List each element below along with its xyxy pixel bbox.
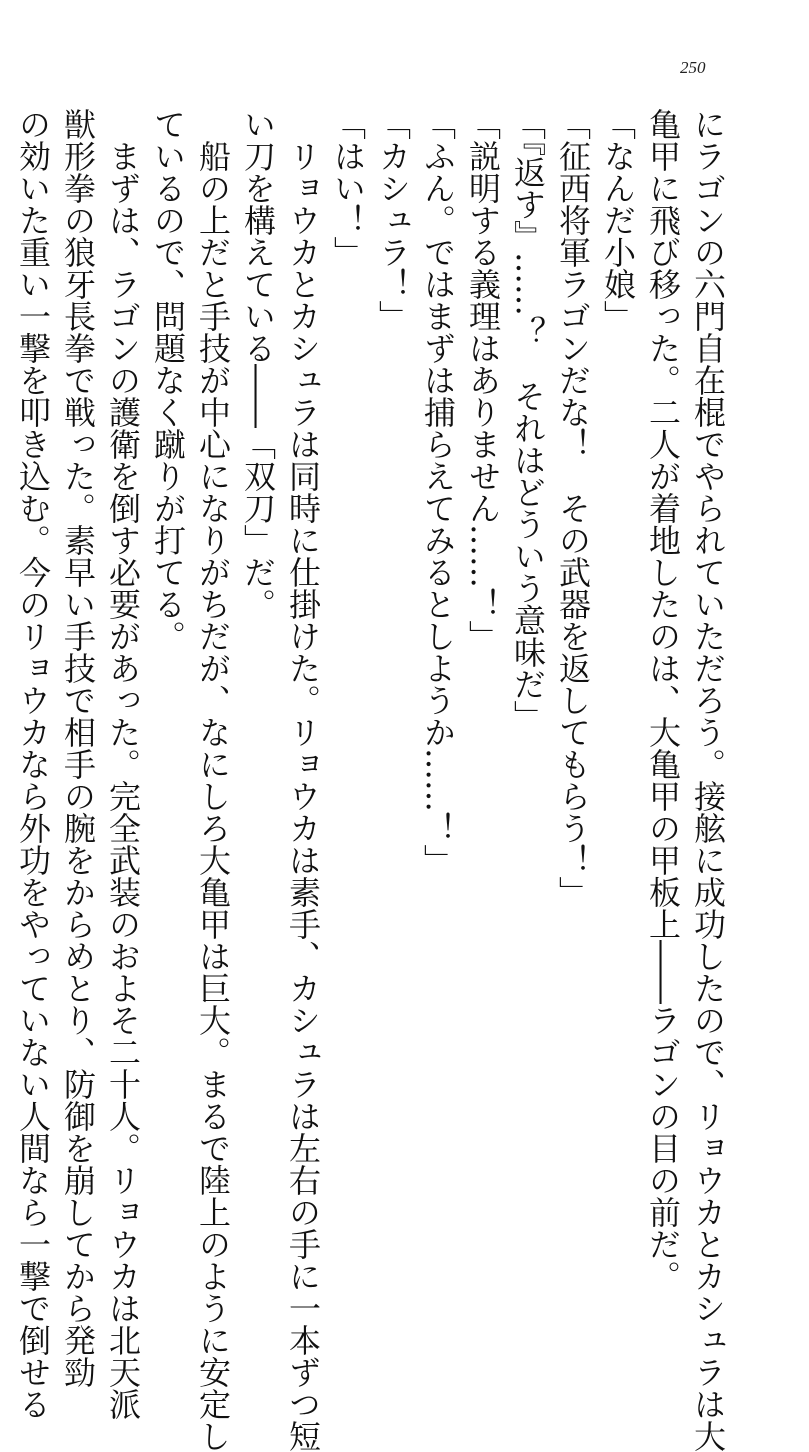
- text-line: 船の上だと手技が中心になりがちだが、なにしろ大亀甲は巨大。まるで陸上のように安定し: [194, 108, 232, 1452]
- text-line: ているので、問題なく蹴りが打てる。: [149, 108, 187, 652]
- text-line: 「なんだ小娘」: [599, 108, 637, 332]
- text-line: 「カシュラ！」: [374, 108, 412, 332]
- text-line: い刀を構えている――「双刀」だ。: [239, 108, 277, 620]
- text-line: の効いた重い一撃を叩き込む。今のリョウカなら外功をやっていない人間なら一撃で倒せる: [14, 108, 52, 1420]
- text-line: 亀甲に飛び移った。二人が着地したのは、大亀甲の甲板上――ラゴンの目の前だ。: [644, 108, 682, 1292]
- body-text: [14, 108, 730, 1452]
- text-line: 「はい！」: [329, 108, 367, 268]
- text-line: まずは、ラゴンの護衛を倒す必要があった。完全武装のおよそ二十人。リョウカは北天派: [104, 108, 142, 1420]
- text-line: にラゴンの六門自在棍でやられていただろう。接舷に成功したので、リョウカとカシュラは大: [689, 108, 727, 1452]
- text-line: 「『返す』……？ それはどういう意味だ」: [509, 108, 547, 732]
- page-number: 250: [680, 58, 706, 77]
- text-line: 獣形拳の狼牙長拳で戦った。素早い手技で相手の腕をからめとり、防御を崩してから発勁: [59, 108, 97, 1388]
- text-line: 「征西将軍ラゴンだな！ その武器を返してもらう！」: [554, 108, 592, 908]
- text-line: リョウカとカシュラは同時に仕掛けた。リョウカは素手、カシュラは左右の手に一本ずつ短: [284, 108, 322, 1452]
- text-line: 「ふん。ではまずは捕らえてみるとしようか……！」: [419, 108, 457, 876]
- text-line: 「説明する義理はありません……！」: [464, 108, 502, 652]
